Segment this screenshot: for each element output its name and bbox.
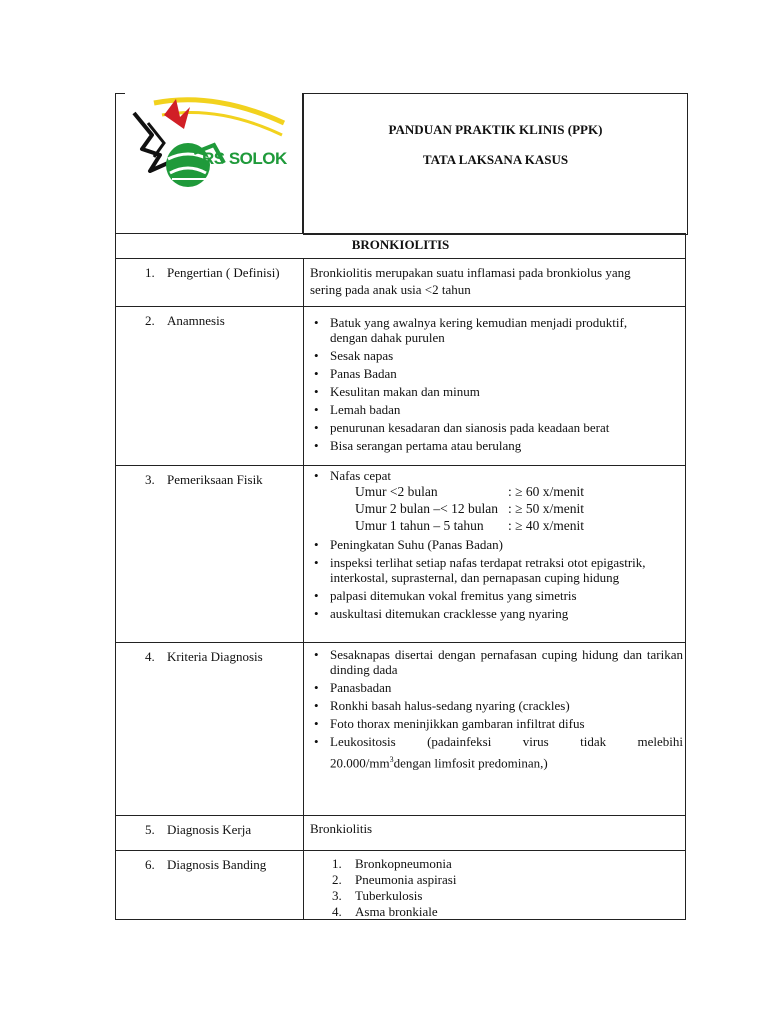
section-anamnesis xyxy=(115,307,686,466)
list-item: • Batuk yang awalnya kering kemudian menjadi produktif, xyxy=(314,315,628,330)
list-item: dengan dahak purulen xyxy=(330,330,445,345)
section-content xyxy=(310,647,683,773)
kriteria-list xyxy=(310,647,683,770)
ppk-table xyxy=(115,233,686,920)
section-label: Pengertian ( Definisi) xyxy=(167,265,280,280)
anamnesis-list xyxy=(310,315,683,453)
section-label-cell xyxy=(116,816,304,850)
fisik-list-2 xyxy=(310,537,683,621)
list-item: • Sesak napas xyxy=(314,348,394,363)
rate-row: Umur <2 bulan : ≥ 60 x/menit xyxy=(355,484,585,499)
section-content xyxy=(310,821,683,837)
section-label-cell xyxy=(116,259,304,306)
list-item: • Ronkhi basah halus-sedang nyaring (crackles) xyxy=(314,698,570,713)
list-item: • Sesaknapas disertai dengan pernafasan cuping hidung dan tarikan dinding dada xyxy=(314,647,683,677)
section-definisi xyxy=(115,259,686,307)
section-label: Diagnosis Kerja xyxy=(167,822,252,837)
section-number: 1. xyxy=(145,265,155,280)
list-item: 1. Bronkopneumonia xyxy=(332,856,452,871)
rate-row: Umur 2 bulan –< 12 bulan : ≥ 50 x/menit xyxy=(355,501,585,516)
diagnosis-kerja-text: Bronkiolitis xyxy=(310,821,373,836)
definition-line: sering pada anak usia <2 tahun xyxy=(310,282,471,297)
section-label-cell xyxy=(116,307,304,465)
section-content xyxy=(310,264,683,298)
section-label-cell xyxy=(116,851,304,919)
doc-subtitle: TATA LAKSANA KASUS xyxy=(422,152,569,167)
definition-line: Bronkiolitis merupakan suatu inflamasi pada bronkiolus yang xyxy=(310,265,631,280)
list-item: • Kesulitan makan dan minum xyxy=(314,384,480,399)
caption-text: BRONKIOLITIS xyxy=(351,237,450,252)
list-item: • Lemah badan xyxy=(314,402,401,417)
list-item: • Panas Badan xyxy=(314,366,397,381)
section-label-cell xyxy=(116,466,304,642)
list-item: 3. Tuberkulosis xyxy=(332,888,423,903)
rate-row: Umur 1 tahun – 5 tahun : ≥ 40 x/menit xyxy=(355,518,585,533)
list-item: 2. Pneumonia aspirasi xyxy=(332,872,457,887)
section-number: 3. xyxy=(145,472,155,487)
list-item: $20.000/mm^3dengan$ limfosit predominan,) xyxy=(330,755,548,771)
list-item: • Foto thorax meninjikkan gambaran infiltrat difus xyxy=(314,716,585,731)
section-number: 2. xyxy=(145,313,155,328)
section-label: Anamnesis xyxy=(167,313,225,328)
list-item: interkostal, suprasternal, dan pernapasan cuping hidung xyxy=(330,570,620,585)
list-item: • Leukositosis (padainfeksi virus tidak melebihi xyxy=(314,734,683,749)
logo-cell xyxy=(115,93,303,233)
list-item: • palpasi ditemukan vokal fremitus yang simetris xyxy=(314,588,577,603)
section-number: 6. xyxy=(145,857,155,872)
diagnosis-banding-list xyxy=(310,856,683,920)
list-item: • Nafas cepat xyxy=(314,468,391,483)
list-item: • Peningkatan Suhu (Panas Badan) xyxy=(314,537,503,552)
title-cell xyxy=(303,93,688,235)
section-diagnosis-banding xyxy=(115,851,686,920)
document-header xyxy=(115,93,687,233)
section-content xyxy=(310,315,683,456)
section-content xyxy=(310,468,683,624)
logo-text: RS SOLOK xyxy=(202,149,287,168)
section-kriteria-diagnosis xyxy=(115,643,686,816)
section-label: Kriteria Diagnosis xyxy=(167,649,263,664)
fisik-list xyxy=(310,468,683,483)
section-number: 4. xyxy=(145,649,155,664)
section-label: Pemeriksaan Fisik xyxy=(167,472,263,487)
hospital-logo xyxy=(124,93,288,217)
list-item: • Bisa serangan pertama atau berulang xyxy=(314,438,522,453)
list-item: 4. Asma bronkiale xyxy=(332,904,438,919)
list-item: • auskultasi ditemukan cracklesse yang nyaring xyxy=(314,606,569,621)
section-label: Diagnosis Banding xyxy=(167,857,267,872)
section-content xyxy=(310,856,683,920)
table-caption xyxy=(115,233,686,259)
list-item: • penurunan kesadaran dan sianosis pada keadaan berat xyxy=(314,420,610,435)
section-diagnosis-kerja xyxy=(115,816,686,851)
section-number: 5. xyxy=(145,822,155,837)
list-item: • inspeksi terlihat setiap nafas terdapat retraksi otot epigastrik, xyxy=(314,555,646,570)
section-pemeriksaan-fisik xyxy=(115,466,686,643)
respiratory-rate-table xyxy=(310,483,683,534)
doc-title: PANDUAN PRAKTIK KLINIS (PPK) xyxy=(388,122,603,137)
list-item: • Panasbadan xyxy=(314,680,392,695)
section-label-cell xyxy=(116,643,304,815)
